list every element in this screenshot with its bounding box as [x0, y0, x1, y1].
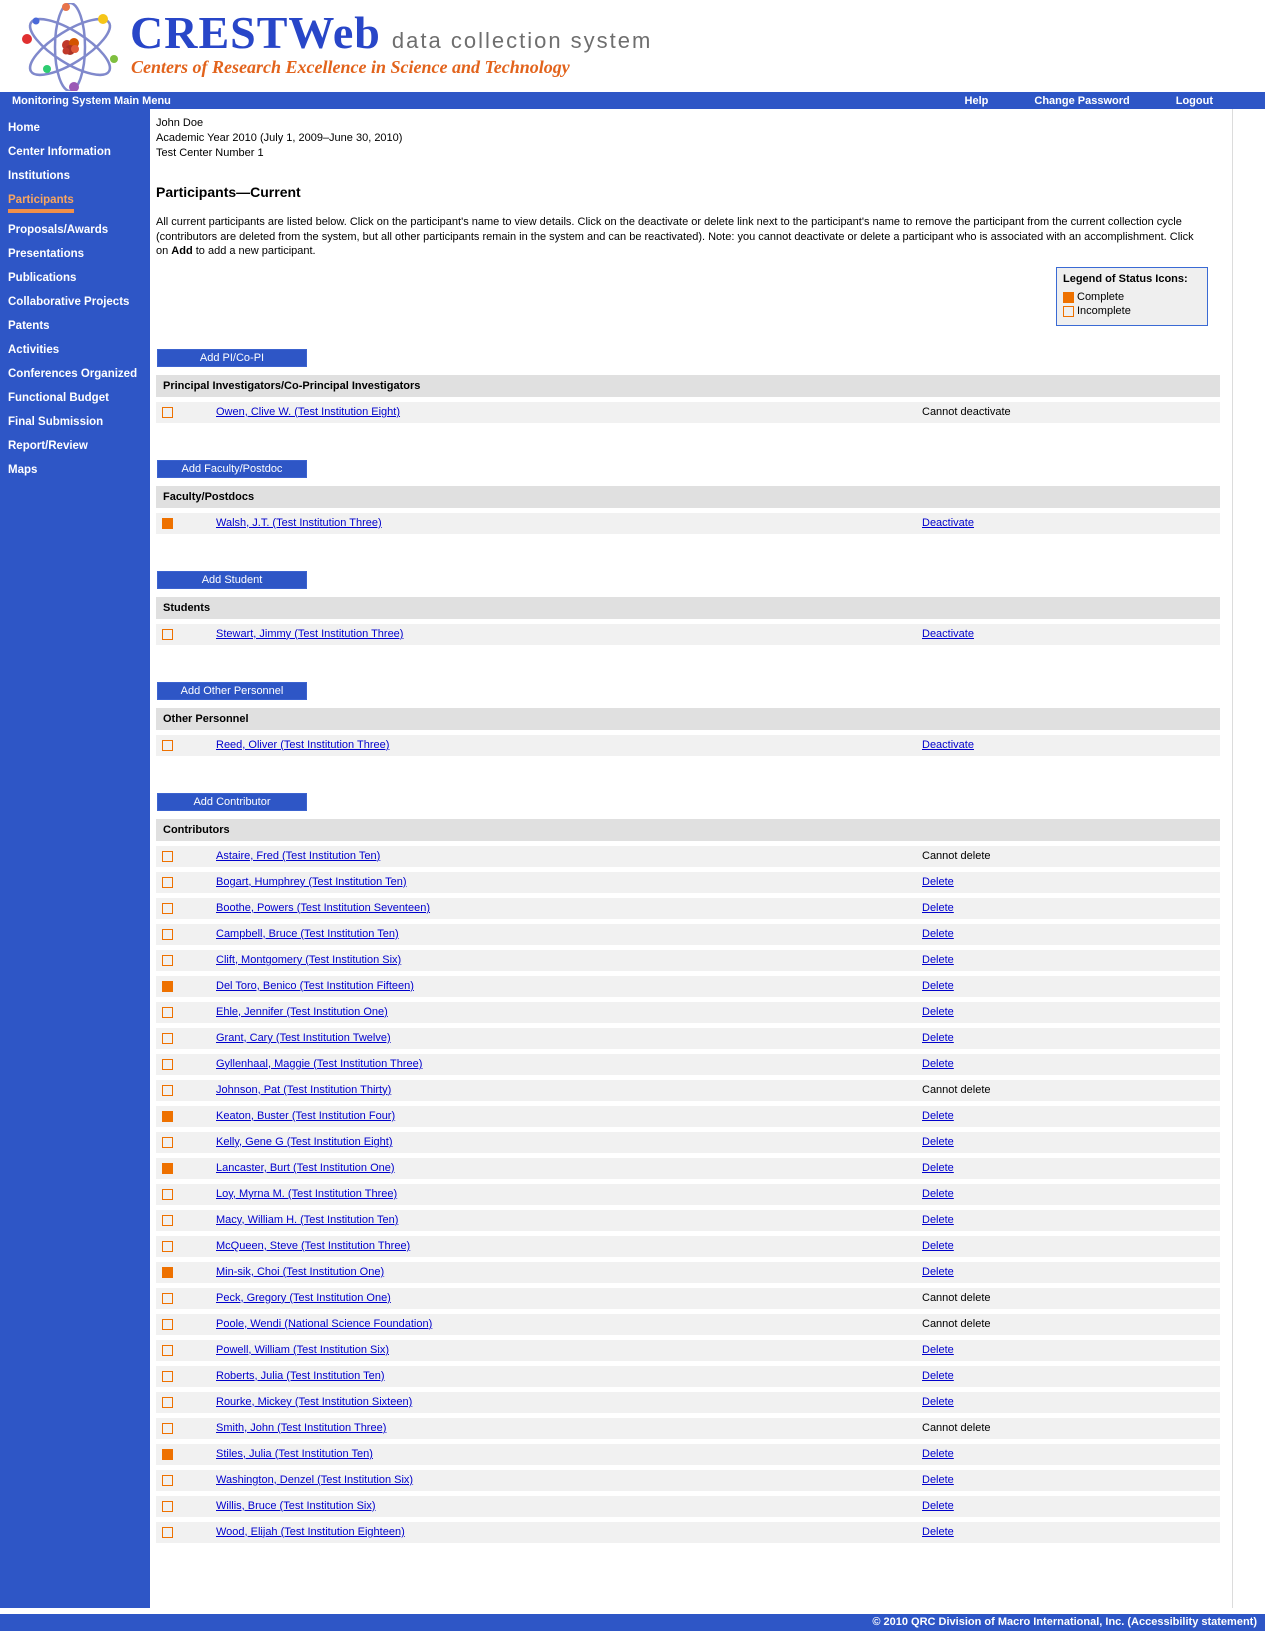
app-subtitle: data collection system — [391, 28, 653, 53]
delete-link[interactable]: Delete — [922, 1343, 954, 1356]
sidebar-item-center-information[interactable] — [0, 145, 150, 159]
status-incomplete-icon — [162, 1423, 173, 1434]
sidebar-item-activities[interactable] — [0, 343, 150, 357]
page-title: Participants—Current — [156, 184, 301, 200]
participant-row — [156, 1522, 1220, 1543]
participant-row — [156, 513, 1220, 534]
status-incomplete-icon — [162, 1137, 173, 1148]
sidebar-item-proposals-awards[interactable] — [0, 223, 150, 237]
status-incomplete-icon — [162, 407, 173, 418]
sidebar-item-conferences-organized[interactable] — [0, 367, 150, 381]
delete-link[interactable]: Delete — [922, 1447, 954, 1460]
sidebar-item-label: Center Information — [8, 146, 111, 158]
participant-name-link[interactable]: Boothe, Powers (Test Institution Seventeen) — [216, 901, 431, 914]
participant-name-link[interactable]: Wood, Elijah (Test Institution Eighteen) — [216, 1525, 405, 1538]
participant-name-link[interactable]: Reed, Oliver (Test Institution Three) — [216, 738, 390, 751]
status-incomplete-icon — [162, 1397, 173, 1408]
top-menu-links — [965, 95, 1265, 107]
legend-title: Legend of Status Icons: — [1063, 273, 1188, 285]
action-status-text: Cannot delete — [922, 1421, 991, 1434]
main-menu-label[interactable]: Monitoring System Main Menu — [12, 94, 171, 107]
section-header-faculty-postdocs: Faculty/Postdocs — [156, 486, 1220, 508]
delete-link[interactable]: Delete — [922, 1161, 954, 1174]
participant-row — [156, 1418, 1220, 1439]
participant-name-link[interactable]: Keaton, Buster (Test Institution Four) — [216, 1109, 396, 1122]
status-incomplete-icon — [162, 1189, 173, 1200]
status-complete-icon — [162, 1111, 173, 1122]
sidebar-item-label: Participants — [8, 193, 74, 213]
section-contributors — [156, 793, 1220, 1543]
participant-row — [156, 1392, 1220, 1413]
deactivate-link[interactable]: Deactivate — [922, 516, 974, 529]
participant-row — [156, 1288, 1220, 1309]
participant-row — [156, 1002, 1220, 1023]
participant-name-link[interactable]: Gyllenhaal, Maggie (Test Institution Three) — [216, 1057, 423, 1070]
sidebar-nav — [0, 109, 150, 1608]
participant-row — [156, 1470, 1220, 1491]
delete-link[interactable]: Delete — [922, 1499, 954, 1512]
add-student-button[interactable]: Add Student — [157, 571, 307, 589]
sidebar-item-label: Publications — [8, 272, 77, 284]
status-complete-icon — [162, 518, 173, 529]
participant-name-link[interactable]: Grant, Cary (Test Institution Twelve) — [216, 1031, 391, 1044]
status-incomplete-icon — [162, 877, 173, 888]
participant-name-link[interactable]: Campbell, Bruce (Test Institution Ten) — [216, 927, 399, 940]
sidebar-item-patents[interactable] — [0, 319, 150, 333]
participant-row — [156, 950, 1220, 971]
status-incomplete-icon — [162, 1033, 173, 1044]
status-incomplete-icon — [162, 1527, 173, 1538]
delete-link[interactable]: Delete — [922, 1135, 954, 1148]
participant-row — [156, 402, 1220, 423]
participant-row — [156, 1236, 1220, 1257]
delete-link[interactable]: Delete — [922, 1109, 954, 1122]
sidebar-item-label: Report/Review — [8, 440, 88, 452]
participant-row — [156, 1080, 1220, 1101]
status-legend — [1056, 267, 1208, 326]
crestweb-atom-logo-icon — [14, 3, 126, 94]
status-incomplete-icon — [162, 903, 173, 914]
participant-name-link[interactable]: Astaire, Fred (Test Institution Ten) — [216, 849, 381, 862]
participant-row — [156, 1210, 1220, 1231]
intro-text-1: All current participants are listed below. Click on the participant's name to view details. Click on the deactivate or delete link next to the participant's name to remove the participant from the current collection cycle (contributors are deleted from the system, but all other participants remain in the system and can be reactivated). Note: you cannot deactivate or delete a participant who is associated with an accomplishment. Click on — [156, 216, 1194, 258]
participant-row — [156, 1054, 1220, 1075]
delete-link[interactable]: Delete — [922, 1395, 954, 1408]
participant-row — [156, 846, 1220, 867]
section-header-other-personnel: Other Personnel — [156, 708, 1220, 730]
participant-row — [156, 1314, 1220, 1335]
delete-link[interactable]: Delete — [922, 927, 954, 940]
status-complete-icon — [162, 1449, 173, 1460]
delete-link[interactable]: Delete — [922, 1265, 954, 1278]
center-name: Test Center Number 1 — [156, 147, 264, 159]
sidebar-item-label: Institutions — [8, 170, 70, 182]
intro-paragraph — [156, 215, 1206, 259]
participant-name-link[interactable]: Del Toro, Benico (Test Institution Fifteen) — [216, 979, 414, 992]
participant-name-link[interactable]: Clift, Montgomery (Test Institution Six) — [216, 953, 402, 966]
sidebar-item-institutions[interactable] — [0, 169, 150, 183]
menu-link-logout[interactable]: Logout — [1175, 94, 1213, 107]
delete-link[interactable]: Delete — [922, 979, 954, 992]
status-incomplete-icon — [162, 1215, 173, 1226]
delete-link[interactable]: Delete — [922, 1239, 954, 1252]
deactivate-link[interactable]: Deactivate — [922, 738, 974, 751]
participant-name-link[interactable]: Stewart, Jimmy (Test Institution Three) — [216, 627, 404, 640]
status-incomplete-icon — [1063, 306, 1074, 317]
sidebar-item-label: Presentations — [8, 248, 85, 260]
sidebar-item-home[interactable] — [0, 121, 150, 135]
user-context-block — [156, 116, 1220, 161]
participant-row — [156, 898, 1220, 919]
participant-row — [156, 1184, 1220, 1205]
participant-row — [156, 1340, 1220, 1361]
legend-complete-label: Complete — [1077, 291, 1125, 303]
delete-link[interactable]: Delete — [922, 1473, 954, 1486]
intro-add-bold: Add — [171, 245, 193, 258]
status-incomplete-icon — [162, 1501, 173, 1512]
section-header-contributors: Contributors — [156, 819, 1220, 841]
status-incomplete-icon — [162, 1345, 173, 1356]
sidebar-item-participants[interactable] — [0, 193, 150, 213]
participant-name-link[interactable]: Powell, William (Test Institution Six) — [216, 1343, 389, 1356]
sidebar-item-label: Final Submission — [8, 416, 104, 428]
sidebar-item-functional-budget[interactable] — [0, 391, 150, 405]
add-pi-co-pi-button[interactable]: Add PI/Co-PI — [157, 349, 307, 367]
academic-year: Academic Year 2010 (July 1, 2009–June 30, 2010) — [156, 132, 403, 144]
participant-name-link[interactable]: Macy, William H. (Test Institution Ten) — [216, 1213, 399, 1226]
participant-name-link[interactable]: Ehle, Jennifer (Test Institution One) — [216, 1005, 388, 1018]
menu-link-change-password[interactable]: Change Password — [1034, 94, 1130, 107]
delete-link[interactable]: Delete — [922, 875, 954, 888]
top-menu-bar — [0, 92, 1265, 109]
sidebar-item-report-review[interactable] — [0, 439, 150, 453]
participant-name-link[interactable]: Loy, Myrna M. (Test Institution Three) — [216, 1187, 398, 1200]
participant-row — [156, 1262, 1220, 1283]
sidebar-item-label: Functional Budget — [8, 392, 109, 404]
action-status-text: Cannot delete — [922, 1291, 991, 1304]
participant-row — [156, 1028, 1220, 1049]
section-header-principal-investigators-co-principal-investigators: Principal Investigators/Co-Principal Investigators — [156, 375, 1220, 397]
intro-text-2: to add a new participant. — [192, 245, 316, 258]
participant-name-link[interactable]: Poole, Wendi (National Science Foundation) — [216, 1317, 433, 1330]
delete-link[interactable]: Delete — [922, 1187, 954, 1200]
action-status-text: Cannot delete — [922, 1317, 991, 1330]
action-status-text: Cannot deactivate — [922, 405, 1011, 418]
participant-name-link[interactable]: Washington, Denzel (Test Institution Six) — [216, 1473, 414, 1486]
participant-name-link[interactable]: Min-sik, Choi (Test Institution One) — [216, 1265, 385, 1278]
app-tagline: Centers of Research Excellence in Science and Technology — [131, 57, 570, 77]
app-title: CRESTWeb — [130, 7, 381, 58]
user-name: John Doe — [156, 117, 204, 129]
participant-name-link[interactable]: Stiles, Julia (Test Institution Ten) — [216, 1447, 373, 1460]
delete-link[interactable]: Delete — [922, 953, 954, 966]
section-faculty-postdocs — [156, 460, 1220, 534]
delete-link[interactable]: Delete — [922, 901, 954, 914]
status-incomplete-icon — [162, 1371, 173, 1382]
participant-name-link[interactable]: Roberts, Julia (Test Institution Ten) — [216, 1369, 385, 1382]
participant-name-link[interactable]: Walsh, J.T. (Test Institution Three) — [216, 516, 382, 529]
sidebar-item-maps[interactable] — [0, 463, 150, 477]
status-incomplete-icon — [162, 955, 173, 966]
participant-row — [156, 1366, 1220, 1387]
delete-link[interactable]: Delete — [922, 1031, 954, 1044]
sidebar-item-presentations[interactable] — [0, 247, 150, 261]
status-incomplete-icon — [162, 1007, 173, 1018]
participant-name-link[interactable]: Rourke, Mickey (Test Institution Sixteen) — [216, 1395, 413, 1408]
participant-row — [156, 1496, 1220, 1517]
delete-link[interactable]: Delete — [922, 1525, 954, 1538]
status-complete-icon — [162, 1267, 173, 1278]
participant-name-link[interactable]: Owen, Clive W. (Test Institution Eight) — [216, 405, 401, 418]
participant-sections — [156, 349, 1220, 1543]
page-footer: © 2010 QRC Division of Macro International, Inc. (Accessibility statement) — [0, 1614, 1265, 1631]
participant-row — [156, 735, 1220, 756]
participant-row — [156, 624, 1220, 645]
sidebar-item-label: Activities — [8, 344, 60, 356]
main-content — [150, 109, 1233, 1608]
action-status-text: Cannot delete — [922, 849, 991, 862]
status-incomplete-icon — [162, 1475, 173, 1486]
participant-name-link[interactable]: Willis, Bruce (Test Institution Six) — [216, 1499, 376, 1512]
sidebar-item-publications[interactable] — [0, 271, 150, 285]
status-incomplete-icon — [162, 740, 173, 751]
status-incomplete-icon — [162, 1319, 173, 1330]
app-banner — [0, 0, 1265, 92]
participant-name-link[interactable]: Peck, Gregory (Test Institution One) — [216, 1291, 391, 1304]
sidebar-item-label: Home — [8, 122, 40, 134]
add-contributor-button[interactable]: Add Contributor — [157, 793, 307, 811]
delete-link[interactable]: Delete — [922, 1005, 954, 1018]
status-incomplete-icon — [162, 851, 173, 862]
sidebar-item-label: Collaborative Projects — [8, 296, 130, 308]
participant-row — [156, 1132, 1220, 1153]
status-complete-icon — [162, 1163, 173, 1174]
section-students — [156, 571, 1220, 645]
section-header-students: Students — [156, 597, 1220, 619]
participant-row — [156, 1106, 1220, 1127]
participant-row — [156, 872, 1220, 893]
status-incomplete-icon — [162, 1293, 173, 1304]
participant-row — [156, 924, 1220, 945]
participant-name-link[interactable]: Kelly, Gene G (Test Institution Eight) — [216, 1135, 393, 1148]
status-complete-icon — [1063, 292, 1074, 303]
participant-row — [156, 1158, 1220, 1179]
section-principal-investigators-co-principal-investigators — [156, 349, 1220, 423]
status-incomplete-icon — [162, 1241, 173, 1252]
participant-name-link[interactable]: Smith, John (Test Institution Three) — [216, 1421, 387, 1434]
sidebar-item-label: Proposals/Awards — [8, 224, 109, 236]
participant-row — [156, 976, 1220, 997]
delete-link[interactable]: Delete — [922, 1369, 954, 1382]
section-other-personnel — [156, 682, 1220, 756]
sidebar-item-label: Conferences Organized — [8, 368, 138, 380]
participant-name-link[interactable]: Bogart, Humphrey (Test Institution Ten) — [216, 875, 407, 888]
delete-link[interactable]: Delete — [922, 1057, 954, 1070]
sidebar-item-collaborative-projects[interactable] — [0, 295, 150, 309]
add-other-personnel-button[interactable]: Add Other Personnel — [157, 682, 307, 700]
participant-row — [156, 1444, 1220, 1465]
status-complete-icon — [162, 981, 173, 992]
participant-name-link[interactable]: McQueen, Steve (Test Institution Three) — [216, 1239, 411, 1252]
legend-incomplete-label: Incomplete — [1077, 305, 1131, 317]
delete-link[interactable]: Delete — [922, 1213, 954, 1226]
status-incomplete-icon — [162, 1059, 173, 1070]
status-incomplete-icon — [162, 929, 173, 940]
status-incomplete-icon — [162, 1085, 173, 1096]
sidebar-item-label: Maps — [8, 464, 38, 476]
status-incomplete-icon — [162, 629, 173, 640]
participant-name-link[interactable]: Lancaster, Burt (Test Institution One) — [216, 1161, 395, 1174]
sidebar-item-final-submission[interactable] — [0, 415, 150, 429]
participant-name-link[interactable]: Johnson, Pat (Test Institution Thirty) — [216, 1083, 392, 1096]
action-status-text: Cannot delete — [922, 1083, 991, 1096]
deactivate-link[interactable]: Deactivate — [922, 627, 974, 640]
menu-link-help[interactable]: Help — [964, 94, 989, 107]
add-faculty-postdoc-button[interactable]: Add Faculty/Postdoc — [157, 460, 307, 478]
sidebar-item-label: Patents — [8, 320, 50, 332]
